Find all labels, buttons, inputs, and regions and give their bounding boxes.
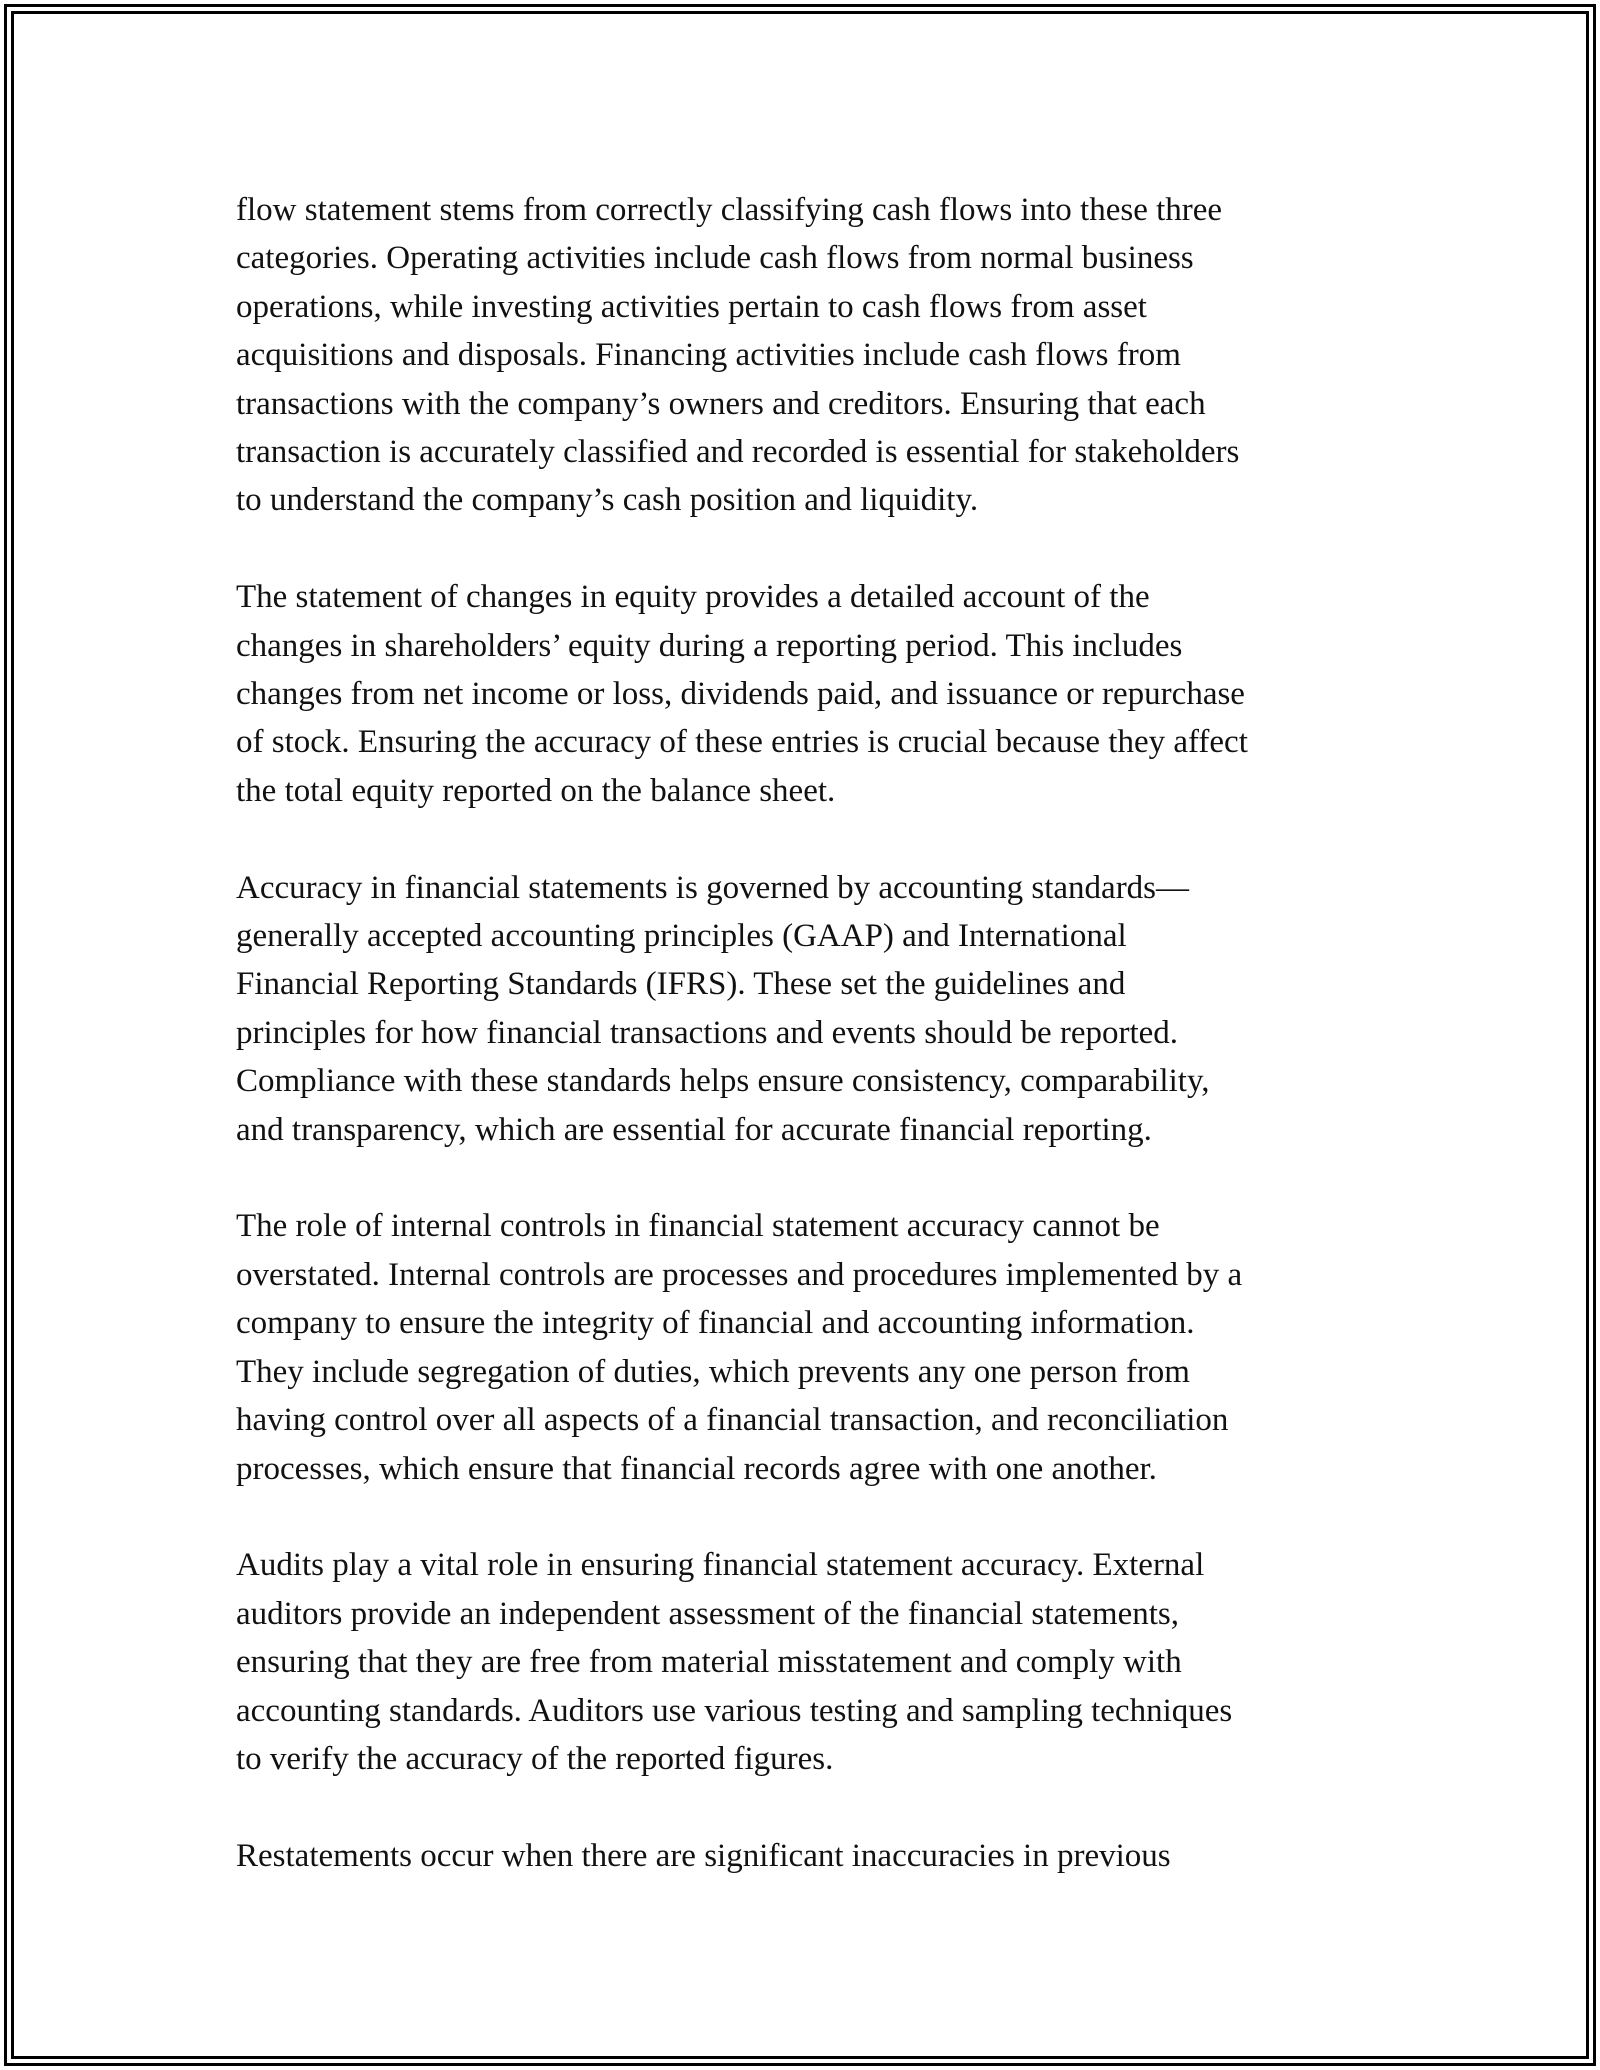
text-line: principles for how financial transactions and events should be reported.: [236, 1014, 1179, 1051]
text-line: to verify the accuracy of the reported figures.: [236, 1740, 834, 1777]
paragraph-internal-controls: [236, 1202, 1376, 1492]
text-line: acquisitions and disposals. Financing activities include cash flows from: [236, 337, 1181, 374]
text-line: Restatements occur when there are significant inaccuracies in previous: [236, 1837, 1171, 1874]
text-line: operations, while investing activities pertain to cash flows from asset: [236, 288, 1147, 325]
text-line: Compliance with these standards helps ensure consistency, comparability,: [236, 1063, 1210, 1100]
text-line: changes from net income or loss, dividends paid, and issuance or repurchase: [236, 676, 1245, 713]
paragraph-changes-in-equity: [236, 573, 1376, 815]
text-line: overstated. Internal controls are processes and procedures implemented by a: [236, 1256, 1243, 1293]
text-line: accounting standards. Auditors use various testing and sampling techniques: [236, 1692, 1233, 1729]
text-line: The statement of changes in equity provides a detailed account of the: [236, 579, 1150, 616]
paragraph-restatements: [236, 1832, 1376, 1880]
text-line: flow statement stems from correctly classifying cash flows into these three: [236, 192, 1223, 228]
text-line: having control over all aspects of a financial transaction, and reconciliation: [236, 1402, 1229, 1439]
document-body: [236, 186, 1376, 1929]
paragraph-cash-flow-classification: [236, 186, 1376, 525]
text-line: transaction is accurately classified and recorded is essential for stakeholders: [236, 434, 1240, 471]
text-line: company to ensure the integrity of financial and accounting information.: [236, 1305, 1195, 1342]
paragraph-accounting-standards: [236, 864, 1376, 1154]
text-line: processes, which ensure that financial records agree with one another.: [236, 1450, 1157, 1487]
text-line: The role of internal controls in financial statement accuracy cannot be: [236, 1208, 1160, 1245]
text-line: to understand the company’s cash position and liquidity.: [236, 482, 979, 519]
text-line: the total equity reported on the balance sheet.: [236, 772, 836, 809]
text-line: auditors provide an independent assessment of the financial statements,: [236, 1595, 1179, 1632]
text-line: They include segregation of duties, which prevents any one person from: [236, 1353, 1190, 1390]
text-line: of stock. Ensuring the accuracy of these entries is crucial because they affect: [236, 724, 1248, 761]
text-line: changes in shareholders’ equity during a reporting period. This includes: [236, 627, 1183, 664]
text-line: Audits play a vital role in ensuring financial statement accuracy. External: [236, 1547, 1205, 1584]
text-line: ensuring that they are free from material misstatement and comply with: [236, 1644, 1182, 1681]
text-line: transactions with the company’s owners and creditors. Ensuring that each: [236, 385, 1206, 422]
text-line: Financial Reporting Standards (IFRS). These set the guidelines and: [236, 966, 1126, 1003]
text-line: Accuracy in financial statements is governed by accounting standards—: [236, 869, 1190, 906]
paragraph-audits: [236, 1541, 1376, 1783]
text-line: generally accepted accounting principles (GAAP) and International: [236, 918, 1127, 955]
text-line: categories. Operating activities include cash flows from normal business: [236, 240, 1194, 277]
text-line: and transparency, which are essential for accurate financial reporting.: [236, 1111, 1152, 1148]
